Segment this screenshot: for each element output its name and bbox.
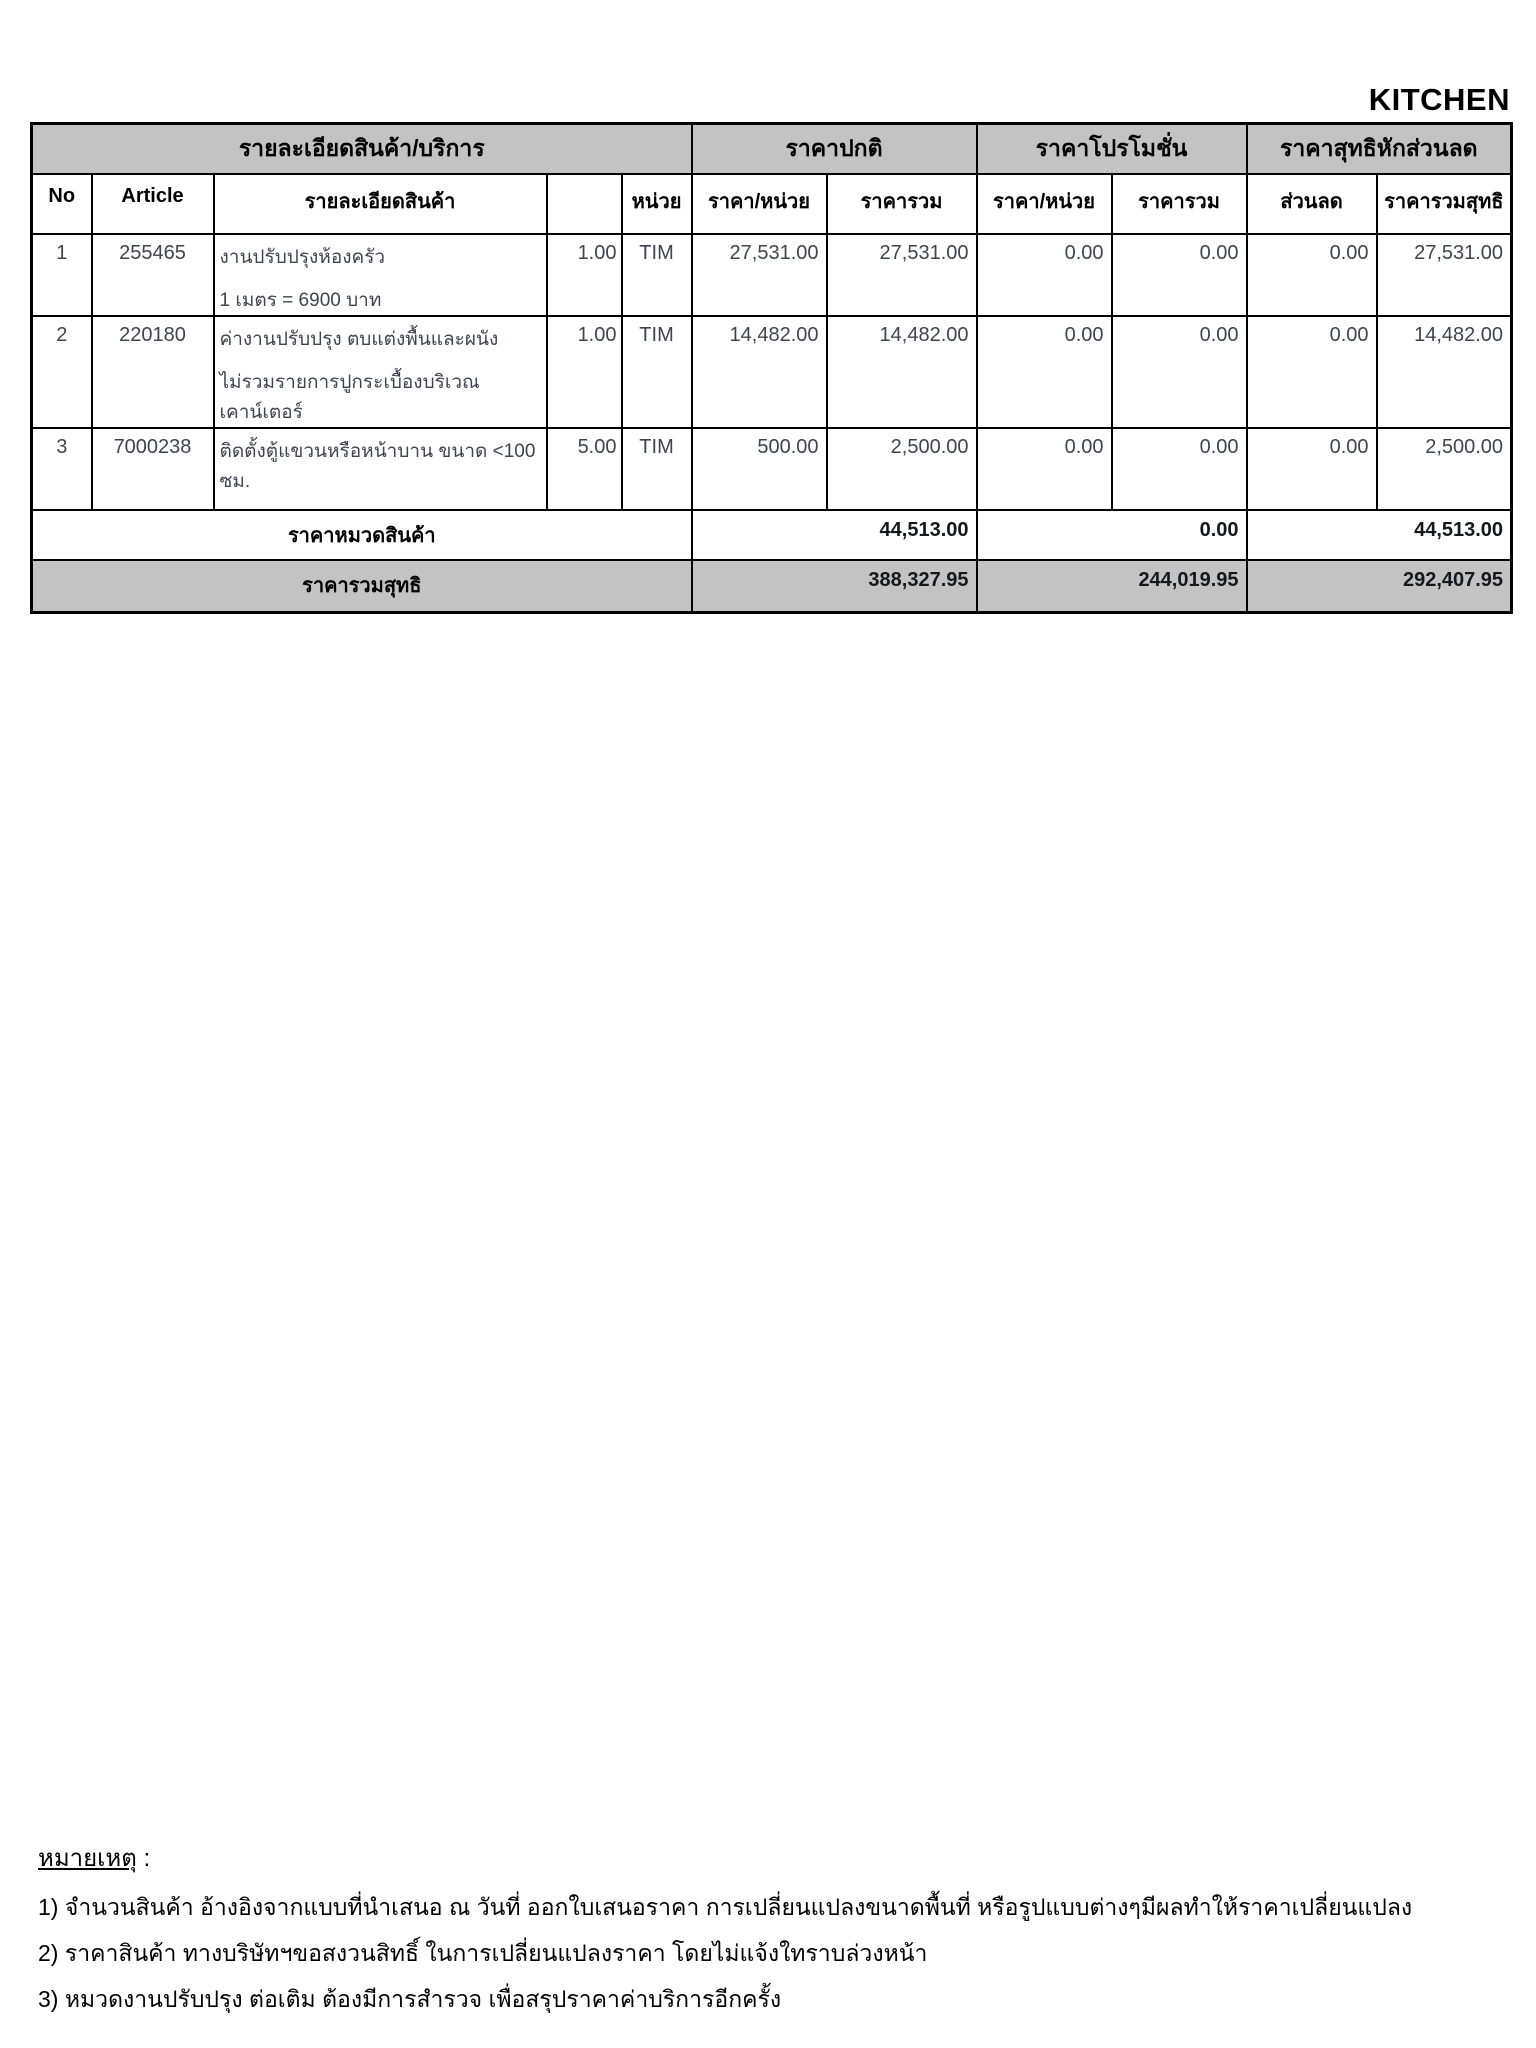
col-header-normal-unit-price: ราคา/หน่วย	[692, 174, 827, 234]
grand-total-net-total: 292,407.95	[1247, 560, 1512, 613]
row-no: 2	[32, 316, 92, 428]
note-item-3: 3) หมวดงานปรับปรุง ต่อเติม ต้องมีการสำรวจ เพื่อสรุปราคาค่าบริการอีกครั้ง	[38, 1985, 782, 2012]
row-description-line1: งานปรับปรุงห้องครัว	[219, 246, 386, 268]
row-promo-total: 0.00	[1112, 428, 1247, 510]
col-header-promo-unit-price: ราคา/หน่วย	[977, 174, 1112, 234]
grand-total-normal-total: 388,327.95	[692, 560, 977, 613]
col-header-promo-total: ราคารวม	[1112, 174, 1247, 234]
row-description	[214, 428, 547, 510]
subtotal-promo-total: 0.00	[977, 510, 1247, 560]
row-description	[214, 234, 547, 316]
row-quantity: 1.00	[547, 234, 622, 316]
col-header-unit: หน่วย	[622, 174, 692, 234]
row-article-number: 255465	[92, 234, 214, 316]
row-quantity: 5.00	[547, 428, 622, 510]
row-no: 3	[32, 428, 92, 510]
grand-total-row	[32, 560, 1512, 613]
row-promo-unit-price: 0.00	[977, 316, 1112, 428]
row-quantity: 1.00	[547, 316, 622, 428]
row-description-line1: ค่างานปรับปรุง ตบแต่งพื้นและผนัง	[219, 328, 499, 350]
row-article-number: 220180	[92, 316, 214, 428]
col-header-normal-total: ราคารวม	[827, 174, 977, 234]
row-normal-unit-price: 500.00	[692, 428, 827, 510]
col-header-discount: ส่วนลด	[1247, 174, 1377, 234]
table-row	[32, 428, 1512, 510]
notes-heading	[38, 1838, 1498, 1877]
notes-heading-word: หมายเหตุ	[38, 1845, 137, 1872]
subtotal-normal-total: 44,513.00	[692, 510, 977, 560]
row-normal-total: 14,482.00	[827, 316, 977, 428]
grand-total-promo-total: 244,019.95	[977, 560, 1247, 613]
quotation-table	[30, 122, 1513, 614]
subtotal-net-total: 44,513.00	[1247, 510, 1512, 560]
row-description-line1: ติดตั้งตู้แขวนหรือหน้าบาน ขนาด <100 ซม.	[219, 440, 536, 492]
row-discount: 0.00	[1247, 234, 1377, 316]
group-header-net-after-discount: ราคาสุทธิหักส่วนลด	[1247, 124, 1512, 174]
row-net-total: 2,500.00	[1377, 428, 1512, 510]
row-discount: 0.00	[1247, 316, 1377, 428]
row-no: 1	[32, 234, 92, 316]
note-item-1: 1) จำนวนสินค้า อ้างอิงจากแบบที่นำเสนอ ณ วันที่ ออกใบเสนอราคา การเปลี่ยนแปลงขนาดพื้นที่ หรือรูปแบบต่างๆมีผลทำให้ราคาเปลี่ยนแปลง	[38, 1894, 1413, 1920]
group-header-normal-price: ราคาปกติ	[692, 124, 977, 174]
row-normal-unit-price: 27,531.00	[692, 234, 827, 316]
table-group-header-row	[32, 124, 1512, 174]
row-unit: TIM	[622, 428, 692, 510]
col-header-no: No	[32, 174, 92, 234]
row-description	[214, 316, 547, 428]
row-net-total: 27,531.00	[1377, 234, 1512, 316]
col-header-description: รายละเอียดสินค้า	[214, 174, 547, 234]
notes-section	[38, 1838, 1498, 2030]
row-article-number: 7000238	[92, 428, 214, 510]
group-header-product-details: รายละเอียดสินค้า/บริการ	[32, 124, 692, 174]
row-description-line2: 1 เมตร = 6900 บาท	[219, 289, 382, 311]
col-header-qty	[547, 174, 622, 234]
row-unit: TIM	[622, 234, 692, 316]
row-promo-unit-price: 0.00	[977, 234, 1112, 316]
table-row	[32, 234, 1512, 316]
notes-heading-colon: :	[136, 1845, 151, 1872]
table-column-header-row	[32, 174, 1512, 234]
subtotal-row	[32, 510, 1512, 560]
row-normal-total: 27,531.00	[827, 234, 977, 316]
table-row	[32, 316, 1512, 428]
page-title: KITCHEN	[1368, 82, 1510, 117]
group-header-promotion-price: ราคาโปรโมชั่น	[977, 124, 1247, 174]
row-normal-total: 2,500.00	[827, 428, 977, 510]
row-promo-total: 0.00	[1112, 316, 1247, 428]
row-description-line2: ไม่รวมรายการปูกระเบื้องบริเวณเคาน์เตอร์	[219, 371, 480, 423]
grand-total-label: ราคารวมสุทธิ	[32, 560, 692, 613]
note-item-2: 2) ราคาสินค้า ทางบริษัทฯขอสงวนสิทธิ์ ในการเปลี่ยนแปลงราคา โดยไม่แจ้งใทราบล่วงหน้า	[38, 1939, 928, 1966]
row-net-total: 14,482.00	[1377, 316, 1512, 428]
row-promo-total: 0.00	[1112, 234, 1247, 316]
col-header-article: Article	[92, 174, 214, 234]
row-discount: 0.00	[1247, 428, 1377, 510]
subtotal-label: ราคาหมวดสินค้า	[32, 510, 692, 560]
row-promo-unit-price: 0.00	[977, 428, 1112, 510]
col-header-net-total: ราคารวมสุทธิ	[1377, 174, 1512, 234]
row-unit: TIM	[622, 316, 692, 428]
row-normal-unit-price: 14,482.00	[692, 316, 827, 428]
